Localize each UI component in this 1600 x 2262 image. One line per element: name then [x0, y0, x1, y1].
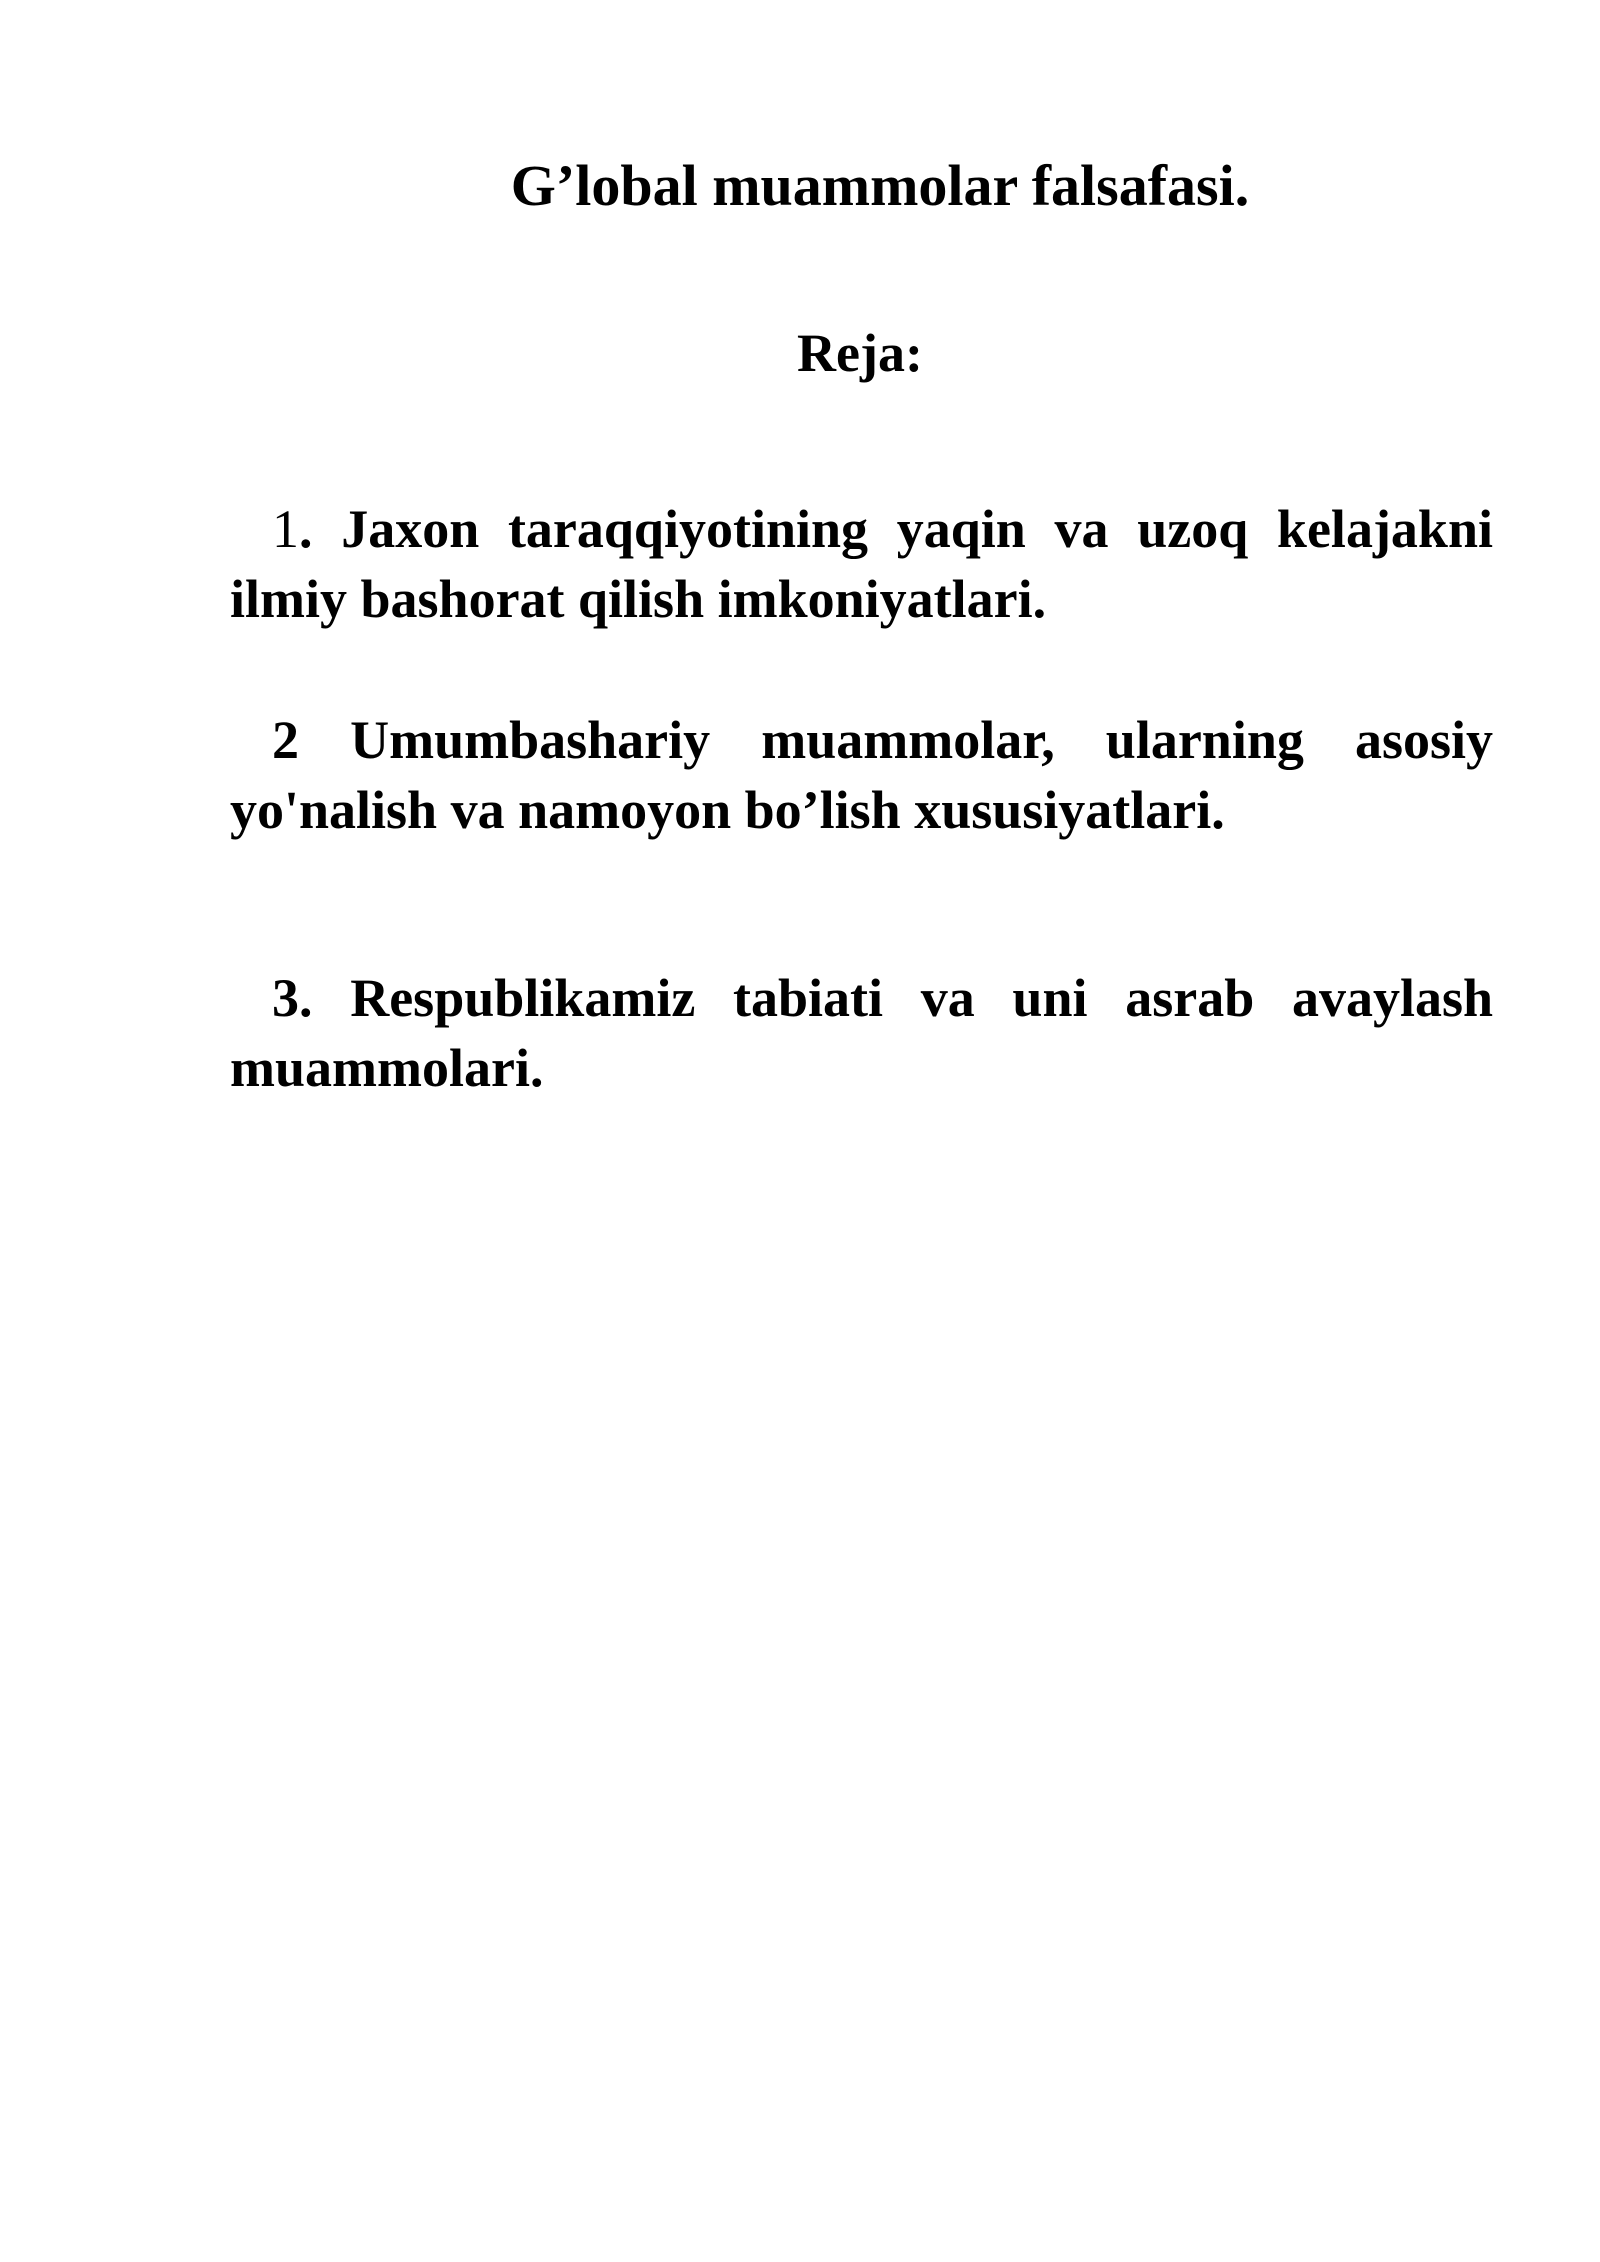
- plan-item-2-text: Umumbashariy muammolar, ularning asosiy yo'nalish va namoyon bo’lish xususiyatlari.: [230, 710, 1493, 840]
- plan-item-1-text: Jaxon taraqqiyotining yaqin va uzoq kelajakni ilmiy bashorat qilish imkoniyatlari.: [230, 499, 1493, 629]
- plan-item-3-number: 3.: [272, 968, 313, 1028]
- plan-item-3: [230, 963, 1493, 1103]
- plan-item-3-text: Respublikamiz tabiati va uni asrab avaylash muammolari.: [230, 968, 1493, 1098]
- document-title: G’lobal muammolar falsafasi.: [510, 153, 1250, 218]
- plan-item-1-separator: .: [299, 499, 313, 559]
- plan-item-1: [230, 494, 1493, 634]
- plan-item-1-number: 1: [272, 499, 299, 559]
- plan-item-2: [230, 705, 1493, 845]
- plan-item-2-number: 2: [272, 710, 299, 770]
- plan-heading: Reja:: [797, 323, 923, 383]
